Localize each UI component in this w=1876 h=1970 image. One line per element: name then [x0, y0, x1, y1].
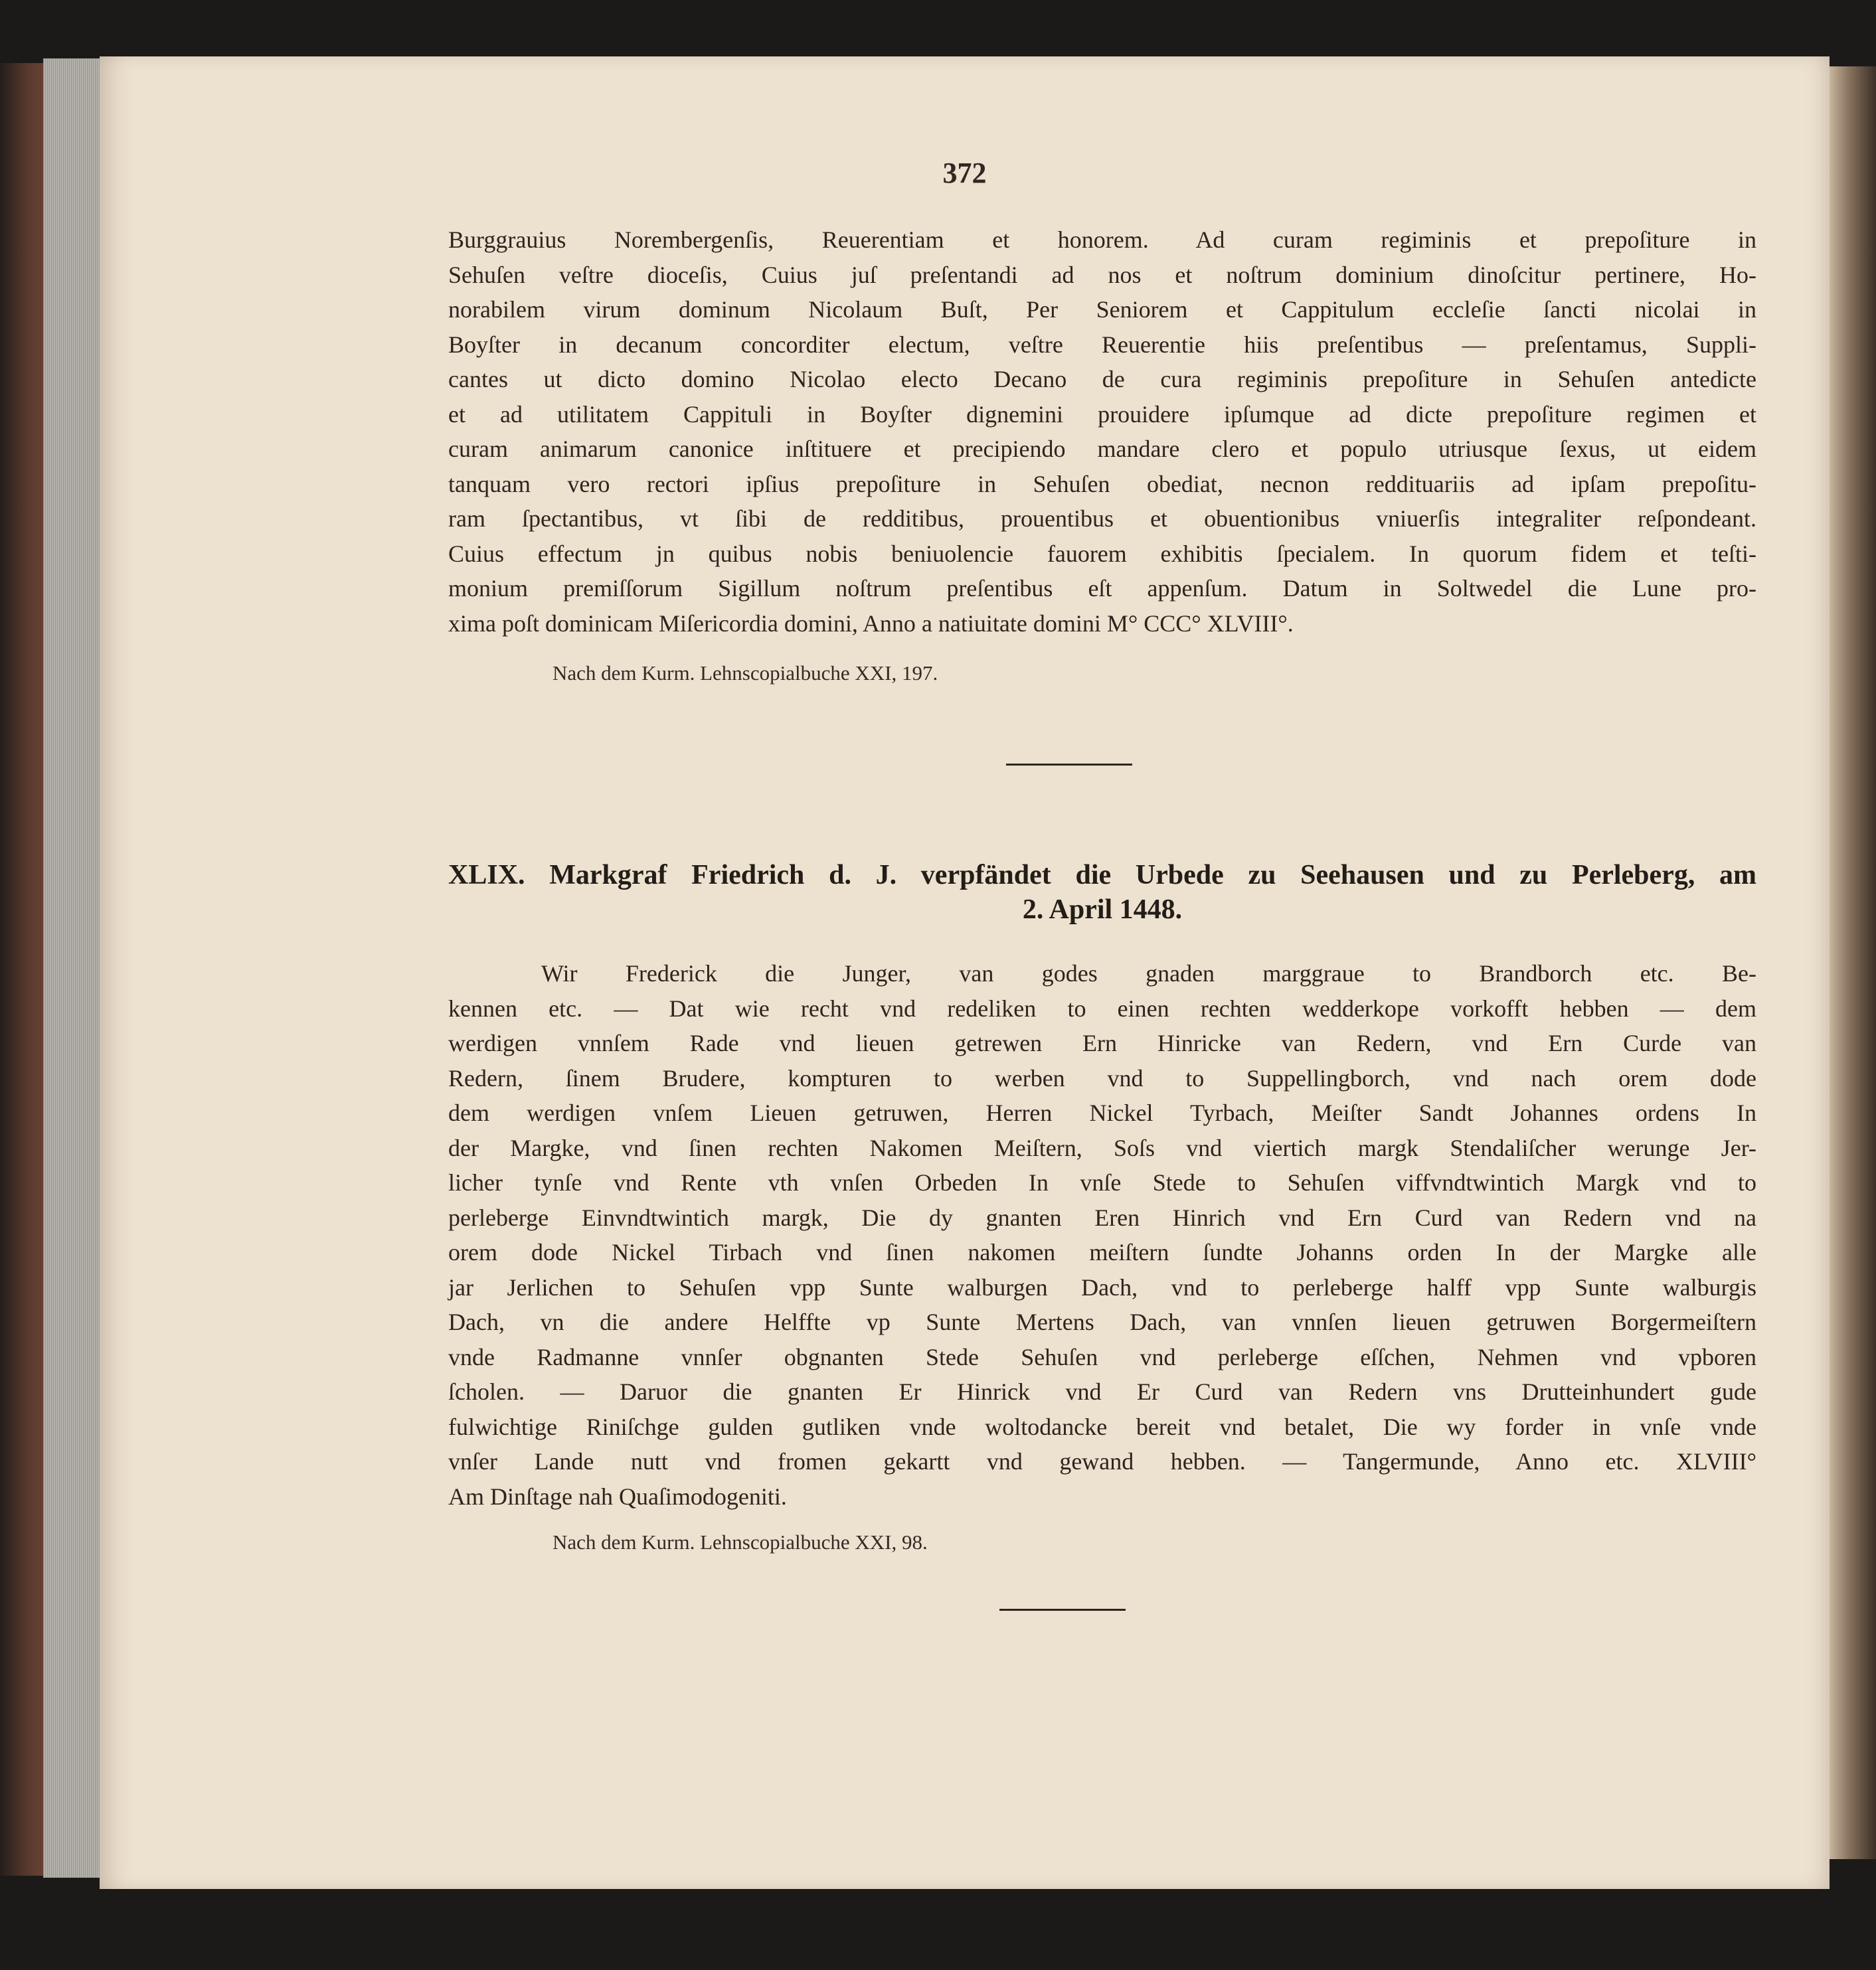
text-line: Sehuſen veſtre dioceſis, Cuius juſ preſentandi ad nos et noſtrum dominium dinoſcitur pertinere, Ho-	[448, 261, 1756, 288]
text-line: monium premiſſorum Sigillum noſtrum preſentibus eſt appenſum. Datum in Soltwedel die Lune pro-	[448, 575, 1756, 602]
text-line: jar Jerlichen to Sehuſen vpp Sunte walburgen Dach, vnd to perleberge halff vpp Sunte walburgis	[448, 1273, 1756, 1301]
text-line: Dach, vn die andere Helffte vp Sunte Mertens Dach, van vnnſen lieuen getruwen Borgermeiſtern	[448, 1309, 1756, 1335]
source-citation: Nach dem Kurm. Lehnscopialbuche XXI, 98.	[553, 1530, 928, 1554]
text-line: cantes ut dicto domino Nicolao electo Decano de cura regiminis prepoſiture in Sehuſen antedicte	[448, 366, 1756, 392]
text-line: Am Dinſtage nah Quaſimodogeniti.	[448, 1483, 787, 1510]
text-line: Cuius effectum jn quibus nobis beniuolencie fauorem exhibitis ſpecialem. In quorum fidem et teſti-	[448, 540, 1756, 567]
book-page	[100, 56, 1830, 1889]
text-line: xima poſt dominicam Miſericordia domini, Anno a natiuitate domini M° CCC° XLVIII°.	[448, 610, 1294, 637]
text-line: curam animarum canonice inſtituere et precipiendo mandare clero et populo utriusque ſexus, ut eidem	[448, 436, 1756, 462]
text-line: perleberge Einvndtwintich margk, Die dy gnanten Eren Hinrich vnd Ern Curd van Redern vnd na	[448, 1204, 1756, 1231]
text-line: ſcholen. — Daruor die gnanten Er Hinrick vnd Er Curd van Redern vns Drutteinhundert gude	[448, 1378, 1756, 1405]
text-line: der Margke, vnd ſinen rechten Nakomen Meiſtern, Soſs vnd viertich margk Stendaliſcher werunge Jer-	[448, 1134, 1756, 1161]
text-line: licher tynſe vnd Rente vth vnſen Orbeden In vnſe Stede to Sehuſen viffvndtwintich Margk vnd to	[448, 1169, 1756, 1196]
page-number: 372	[942, 157, 987, 189]
heading-line: 2. April 1448.	[1022, 894, 1183, 925]
section-divider	[1006, 764, 1132, 766]
source-citation: Nach dem Kurm. Lehnscopialbuche XXI, 197.	[553, 661, 938, 685]
text-line: Wir Frederick die Junger, van godes gnaden marggraue to Brandborch etc. Be-	[541, 960, 1756, 987]
heading-line: XLIX. Markgraf Friedrich d. J. verpfändet die Urbede zu Seehausen und zu Perleberg, am	[448, 860, 1756, 890]
text-line: fulwichtige Riniſchge gulden gutliken vnde woltodancke bereit vnd betalet, Die wy forder in vnſe vnde	[448, 1413, 1756, 1440]
page-edges-right	[1830, 66, 1876, 1859]
document-heading	[448, 858, 1756, 927]
text-line: ram ſpectantibus, vt ſibi de redditibus, prouentibus et obuentionibus vniuerſis integraliter reſpondeant.	[448, 505, 1756, 532]
text-line: vnde Radmanne vnnſer obgnanten Stede Sehuſen vnd perleberge eſſchen, Nehmen vnd vpboren	[448, 1343, 1756, 1370]
text-line: kennen etc. — Dat wie recht vnd redeliken to einen rechten wedderkope vorkofft hebben — dem	[448, 995, 1756, 1022]
section-divider	[999, 1609, 1126, 1611]
book-binding-left	[0, 63, 48, 1876]
page-edges-left	[43, 58, 103, 1878]
text-line: et ad utilitatem Cappituli in Boyſter dignemini prouidere ipſumque ad dicte prepoſiture regimen et	[448, 400, 1756, 428]
text-line: tanquam vero rectori ipſius prepoſiture in Sehuſen obediat, necnon reddituariis ad ipſam prepoſitu-	[448, 470, 1756, 497]
text-line: norabilem virum dominum Nicolaum Buſt, Per Seniorem et Cappitulum eccleſie ſancti nicolai in	[448, 296, 1756, 323]
text-line: orem dode Nickel Tirbach vnd ſinen nakomen meiſtern ſundte Johanns orden In der Margke alle	[448, 1239, 1756, 1266]
text-line: werdigen vnnſem Rade vnd lieuen getrewen Ern Hinricke van Redern, vnd Ern Curde van	[448, 1030, 1756, 1056]
text-line: Burggrauius Norembergenſis, Reuerentiam et honorem. Ad curam regiminis et prepoſiture in	[448, 226, 1756, 253]
document-text-section-2	[448, 956, 1756, 1514]
text-line: vnſer Lande nutt vnd fromen gekartt vnd gewand hebben. — Tangermunde, Anno etc. XLVIII°	[448, 1448, 1756, 1475]
text-line: Boyſter in decanum concorditer electum, veſtre Reuerentie hiis preſentibus — preſentamus, Suppli-	[448, 331, 1756, 358]
text-line: dem werdigen vnſem Lieuen getruwen, Herren Nickel Tyrbach, Meiſter Sandt Johannes ordens In	[448, 1100, 1756, 1126]
text-line: Redern, ſinem Brudere, kompturen to werben vnd to Suppellingborch, vnd nach orem dode	[448, 1064, 1756, 1092]
document-text-section-1	[448, 222, 1756, 641]
